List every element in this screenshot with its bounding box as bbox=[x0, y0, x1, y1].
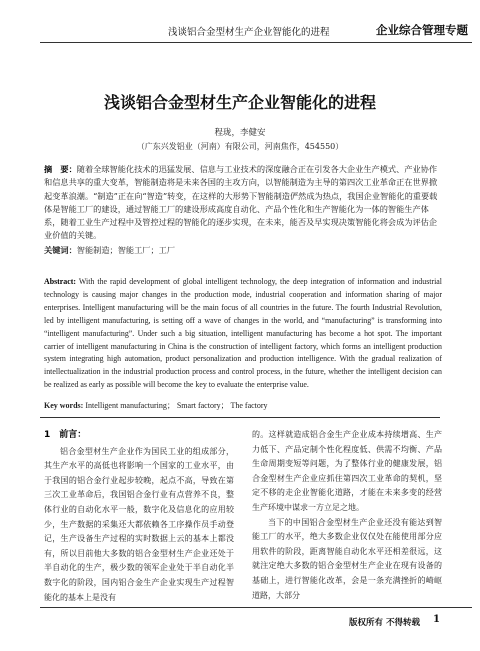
running-title: 浅谈铝合金型材生产企业智能化的进程 bbox=[168, 27, 330, 38]
page-number: 1 bbox=[433, 614, 440, 625]
page-header bbox=[0, 0, 480, 40]
body-column-left bbox=[44, 428, 234, 605]
affiliation-line: （广东兴发铝业（河南）有限公司，河南焦作，454550） bbox=[136, 142, 344, 151]
chinese-abstract bbox=[44, 163, 442, 243]
footer-rule bbox=[40, 607, 472, 608]
author-line: 程珑，李健安 bbox=[214, 128, 266, 138]
english-keywords-label: Key words: bbox=[44, 401, 84, 410]
chinese-keywords-text: 智能制造；智能工厂；工厂 bbox=[76, 245, 176, 255]
english-abstract-label: Abstract: bbox=[44, 277, 76, 286]
english-keywords-text: Intelligent manufacturing； Smart factory； The factory bbox=[85, 401, 268, 410]
body-paragraph: 当下的中国铝合金型材生产企业还没有能达到智能工厂的水平，绝大多数企业仅仅处在能使用部分应用软件的阶段，距离智能自动化水平还相差很远，这就注定绝大多数的铝合金型材生产企业在现有设备的基础上，进行智能化改革，会是一条充满挫折的崎岖道路，大部分 bbox=[252, 517, 442, 600]
body-column-right bbox=[252, 428, 442, 603]
chinese-keywords-label: 关键词： bbox=[44, 245, 77, 255]
chinese-abstract-label: 摘 要： bbox=[44, 164, 77, 174]
chinese-abstract-text: 随着全球智能化技术的迅猛发展、信息与工业技术的深度融合正在引发各大企业生产模式、产业协作和信息共享的重大变革，智能制造将是未来各国的主攻方向，以智能制造为主导的第四次工业革命正在世界掀起变革浪潮。“制造”正在向“智造”转变，在这样的大形势下智能制造俨然成为热点，我国企业智能化的重要载体是智能工厂的建设，通过智能工厂的建设形成高度自动化、产品个性化和生产智能化为一体的智能生产体系，随着工业生产过程中及管控过程的智能化的逐步实现，在未来，能否及早实现决策智能化将会成为评估企业价值的关键。 bbox=[44, 164, 438, 241]
body-paragraph: 铝合金型材生产企业作为国民工业的组成部分，其生产水平的高低也将影响一个国家的工业水平，由于我国的铝合金行业起步较晚，起点不高，导致在第三次工业革命后，我国铝合金行业有点营养不良，整体行业的自动化水平一般，数字化及信息化的应用较少，生产数据的采集还大都依赖各工序操作员手动登记，生产设备生产过程的实时数据上云的基本上都没有，所以目前他大多数的铝合金型材生产企业还处于半自动化的生产，极少数的领军企业处于半自动化半数字化的阶段，国内铝合金生产企业实现生产过程智能化的基本上是没有 bbox=[44, 446, 234, 602]
article-title: 浅谈铝合金型材生产企业智能化的进程 bbox=[103, 93, 376, 112]
body-paragraph: 的。这样就造成铝合金生产企业成本持续增高、生产力低下、产品定制个性化程度低、供需不均衡、产品生命周期变短等问题，为了整体行业的健康发展，铝合金型材生产企业应抓住第四次工业革命的契机，坚定不移的走企业智能化道路，才能在未来多变的经营生产环境中谋求一方立足之地。 bbox=[252, 430, 442, 512]
english-keywords bbox=[44, 400, 442, 411]
header-rule bbox=[40, 42, 472, 43]
copyright-notice: 版权所有 不得转载 bbox=[349, 618, 420, 628]
chinese-keywords bbox=[44, 244, 442, 257]
english-abstract-text: With the rapid development of global intelligent technology, the deep integration of information and industrial technology is causing major changes in the production mode, industrial cooperation and information sharing of major enterprises. Intelligent manufacturing will be the main focus of all countries in the future. The fourth Industrial Revolution, led by intelligent manufacturing, is setting off a wave of changes in the world, and “manufacturing” is transforming into “intelligent manufacturing”. Under such a big situation, intelligent manufacturing has become a hot spot. The important carrier of intelligent manufacturing in China is the construction of intelligent factory, which forms an intelligent production system integrating high automation, product personalization and production intelligence. With the gradual realization of intellectualization in the industrial production process and control process, in the future, whether the intelligent decision can be realized as early as possible will become the key to evaluate the enterprise value. bbox=[44, 277, 442, 390]
section-heading: 1 前言： bbox=[44, 430, 87, 440]
abstract-divider bbox=[40, 417, 440, 418]
journal-section-tag: 企业综合管理专题 bbox=[376, 23, 468, 37]
english-abstract bbox=[44, 276, 442, 392]
